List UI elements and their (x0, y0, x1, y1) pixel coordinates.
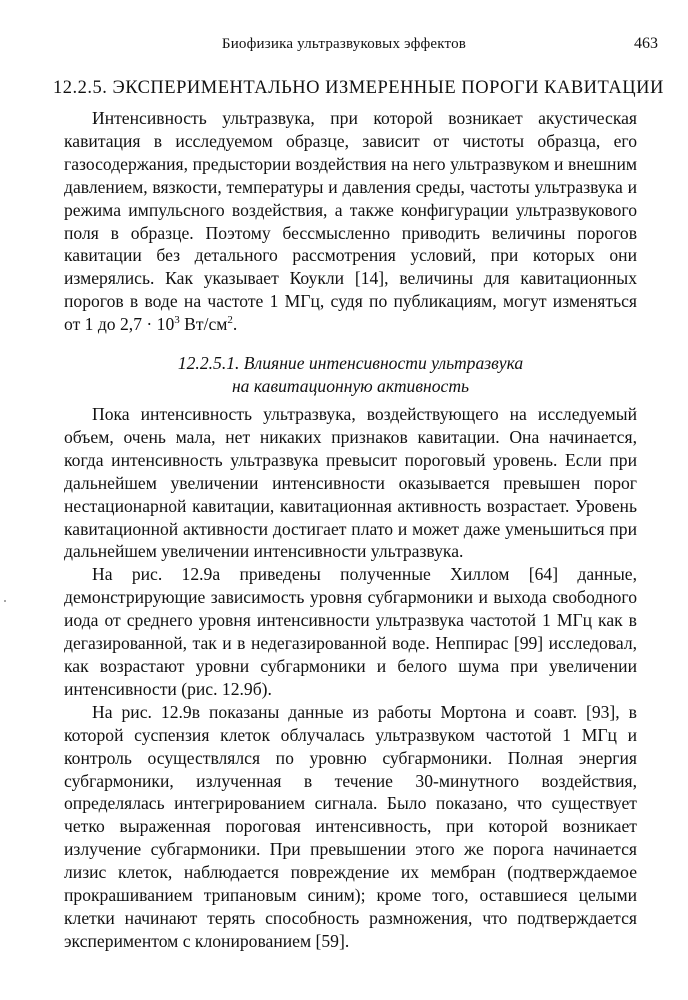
unit-exponent: 2 (227, 314, 233, 327)
section-body (64, 107, 637, 336)
paragraph: Пока интенсивность ультразвука, воздействующего на исследуемый объем, очень мала, нет никаких признаков кавитации. Она начинается, когда интенсивность ультразвука превысит пороговый уровень. Если при дальнейшем увеличении интенсивности оказывается превышен порог нестационарной кавитации, кавитационная активность возрастает. Уровень кавитационной активности достигает плато и может даже уменьшиться при дальнейшем увеличении интенсивности ультразвука. (64, 404, 637, 562)
subsection-body (64, 403, 637, 953)
paragraph-text: Интенсивность ультразвука, при которой возникает акустическая кавитация в исследуемом образце, зависит от чистоты образца, его газосодержания, предыстории воздействия на него ультразвуком и внешним давлением, вязкости, температуры и давления среды, частоты ультразвука и режима импульсного воздействия, а также конфигурации ультразвукового поля в образце. Поэтому бессмысленно приводить величины порогов кавитации без детального рассмотрения условий, при которых они измерялись. Как указывает Коукли [14], величины для кавитационных порогов в воде на частоте 1 МГц, судя по публикациям, могут изменяться от 1 до 2,7 · 10 (64, 108, 637, 335)
scan-speck (4, 600, 6, 602)
running-title: Биофизика ультразвуковых эффектов (221, 36, 467, 52)
section-heading: 12.2.5. ЭКСПЕРИМЕНТАЛЬНО ИЗМЕРЕННЫЕ ПОРОГИ КАВИТАЦИИ (53, 78, 664, 98)
subsection-title-line: на кавитационную активность (231, 376, 470, 396)
unit-text: Вт/см (179, 314, 228, 335)
page-number: 463 (634, 35, 658, 52)
exponent: 3 (174, 314, 180, 327)
subsection-heading (64, 352, 637, 398)
subsection-title-line: 12.2.5.1. Влияние интенсивности ультразвука (177, 353, 524, 373)
paragraph: На рис. 12.9а приведены полученные Хиллом [64] данные, демонстрирующие зависимость уровня субгармоники и выхода свободного иода от среднего уровня интенсивности ультразвука частотой 1 МГц как в дегазированной, так и в недегазированной воде. Неппирас [99] исследовал, как возрастают уровни субгармоники и белого шума при увеличении интенсивности (рис. 12.9б). (64, 564, 637, 699)
paragraph: На рис. 12.9в показаны данные из работы Мортона и соавт. [93], в которой суспензия клеток облучалась ультразвуком частотой 1 МГц и контроль осуществлялся по уровню субгармоники. Полная энергия субгармоники, излученная в течение 30-минутного воздействия, определялась интегрированием сигнала. Было показано, что существует четко выраженная пороговая интенсивность, при которой возникает излучение субгармоники. При превышении этого же порога начинается лизис клеток, наблюдается повреждение их мембран (подтверждаемое прокрашиванием трипановым синим); кроме того, оставшиеся целыми клетки начинают терять способность размножения, что подтверждается экспериментом с клонированием [59]. (64, 701, 637, 951)
paragraph (64, 107, 637, 336)
paragraph-end: . (232, 314, 238, 335)
